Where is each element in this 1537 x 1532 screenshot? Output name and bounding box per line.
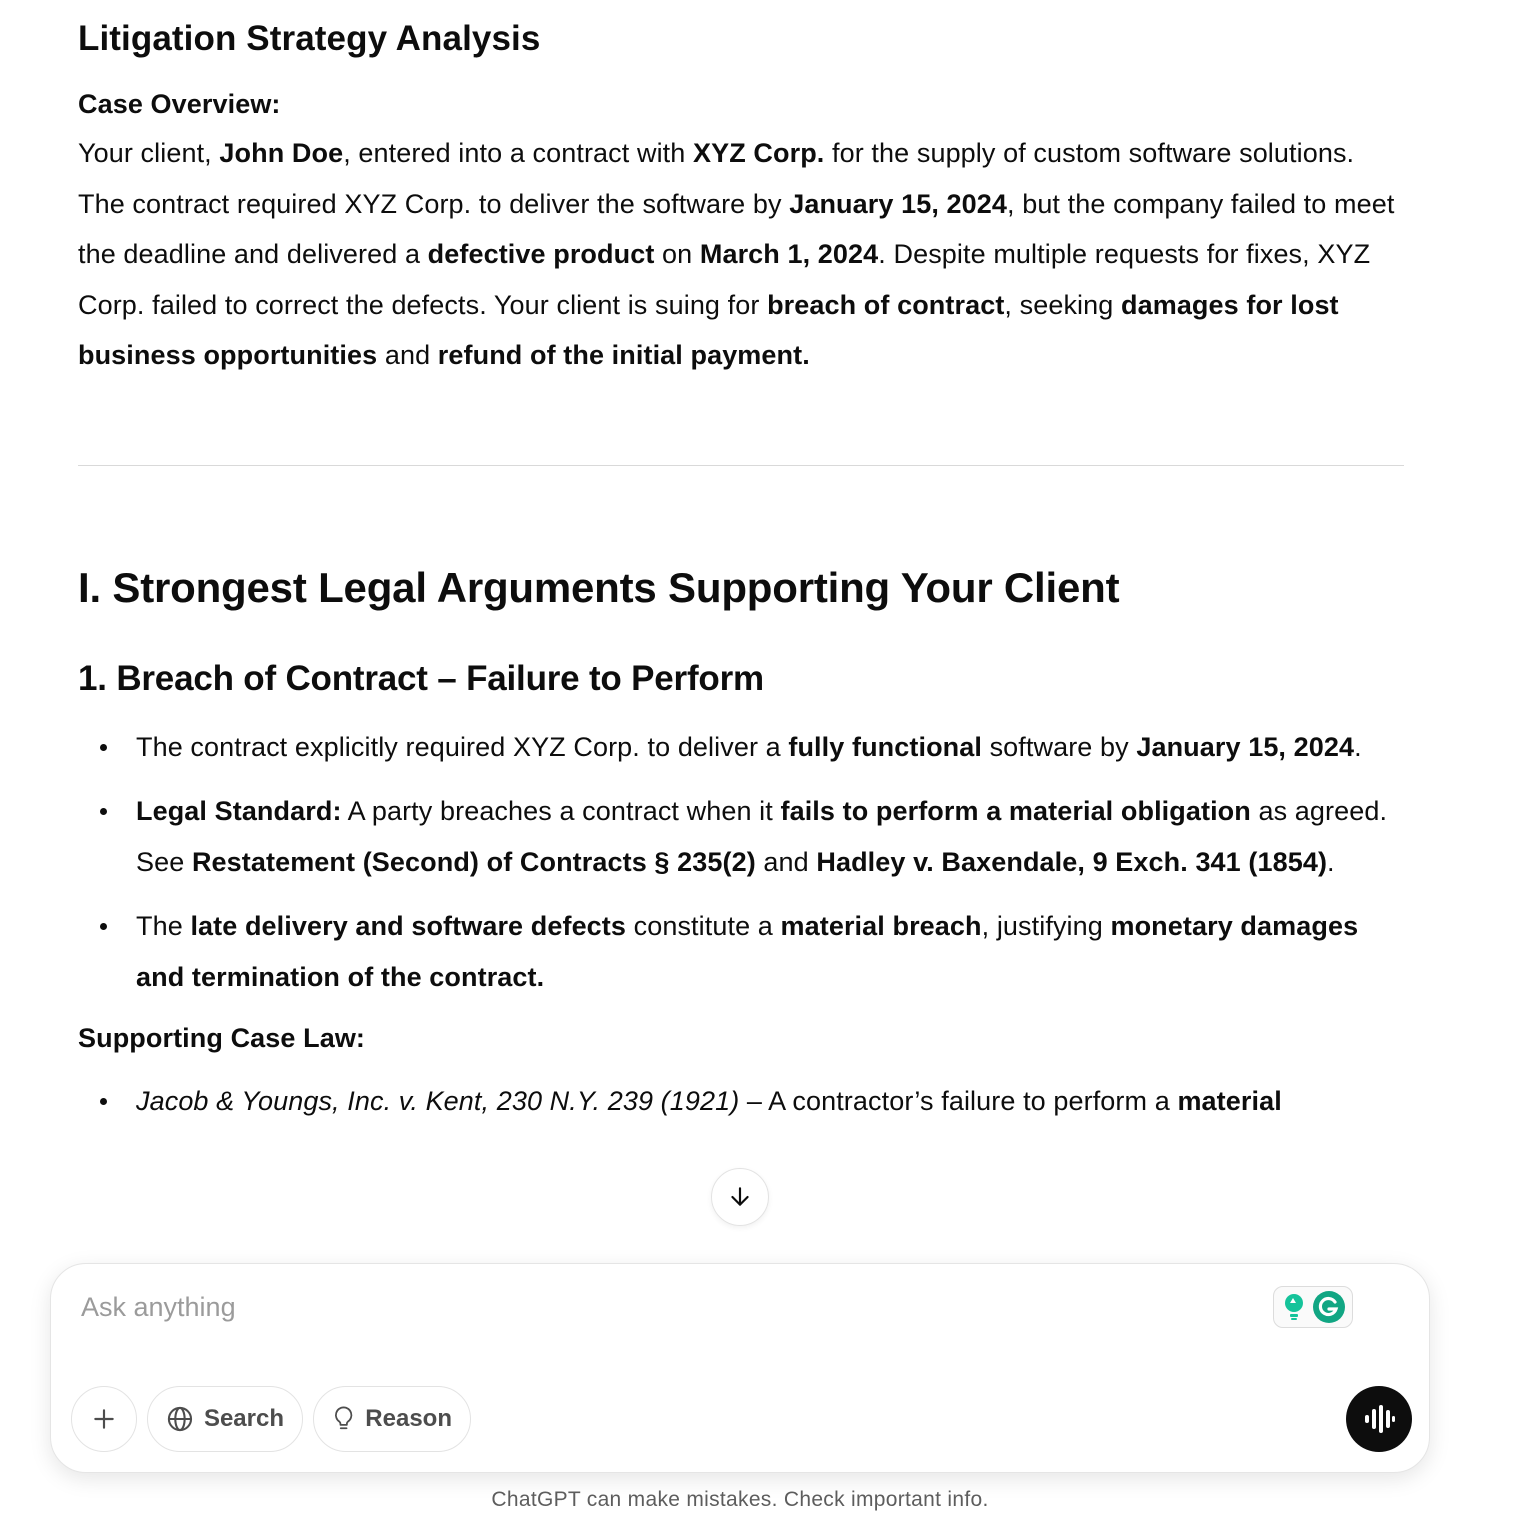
search-button[interactable] xyxy=(147,1386,303,1452)
case-citation: Jacob & Youngs, Inc. v. Kent, 230 N.Y. 239 (1921) xyxy=(136,1086,740,1116)
globe-icon xyxy=(166,1405,194,1433)
bold-text: Hadley v. Baxendale, 9 Exch. 341 (1854) xyxy=(816,846,1328,877)
bold-text: January 15, 2024 xyxy=(1136,731,1355,762)
bold-text: fully functional xyxy=(788,731,982,762)
list-item xyxy=(78,1076,1404,1127)
section-divider xyxy=(78,465,1404,466)
text-run: The xyxy=(136,911,191,941)
text-run: and xyxy=(377,340,438,370)
text-run: . xyxy=(1354,731,1362,762)
text-run: . xyxy=(1327,846,1335,877)
argument-list xyxy=(78,722,1404,1003)
voice-waveform-icon xyxy=(1363,1405,1395,1433)
grammarly-widget[interactable] xyxy=(1273,1286,1353,1328)
list-item xyxy=(78,901,1404,1002)
bold-text: defective product xyxy=(427,239,655,269)
case-description: – A contractor’s failure to perform a xyxy=(739,1086,1178,1116)
text-run: and xyxy=(755,846,817,877)
text-run: . Despite multiple requests for fixes, XYZ Corp. failed to correct the defects. Your client is suing for xyxy=(78,239,1371,320)
voice-mode-button[interactable] xyxy=(1346,1386,1412,1452)
bold-text: Restatement (Second) of Contracts § 235(2) xyxy=(191,846,756,877)
section-heading: I. Strongest Legal Arguments Supporting Your Client xyxy=(78,563,1120,611)
bold-text: John Doe xyxy=(219,138,344,168)
bold-text: breach of contract xyxy=(767,289,1005,320)
bold-text: March 1, 2024 xyxy=(699,239,879,269)
assistant-message xyxy=(78,14,1404,1127)
grammarly-icon xyxy=(1312,1290,1346,1324)
bold-text: XYZ Corp. xyxy=(693,138,825,168)
text-run: software by xyxy=(981,731,1137,762)
list-item xyxy=(78,786,1404,887)
bold-text: late delivery and software defects xyxy=(190,911,627,941)
scroll-to-bottom-button[interactable] xyxy=(711,1168,769,1226)
bold-text: material breach xyxy=(780,911,982,941)
text-run: constitute a xyxy=(626,911,781,941)
text-run: on xyxy=(654,239,700,269)
message-composer xyxy=(50,1263,1430,1473)
bold-text: January 15, 2024 xyxy=(789,188,1007,219)
bold-text: damages for lost business opportunities xyxy=(78,289,1339,370)
text-run: , entered into a contract with xyxy=(343,138,693,168)
lightbulb-icon xyxy=(332,1404,355,1434)
arrow-down-icon xyxy=(727,1184,753,1210)
case-overview-paragraph xyxy=(78,128,1404,381)
bold-text: Legal Standard: xyxy=(136,796,342,826)
grammarly-suggestion-icon xyxy=(1281,1292,1307,1322)
subsection-heading: 1. Breach of Contract – Failure to Perform xyxy=(78,658,764,698)
text-run: , but the company failed to meet the deadline and delivered a xyxy=(78,188,1395,269)
bold-text: refund of the initial payment. xyxy=(437,340,810,370)
add-attachment-button[interactable] xyxy=(71,1386,137,1452)
case-overview-label: Case Overview: xyxy=(78,89,281,119)
text-run: , justifying xyxy=(981,911,1111,941)
text-run: for the supply of custom software solutions. The contract required XYZ Corp. to deliver the software by xyxy=(78,138,1355,219)
case-law-list xyxy=(78,1076,1404,1127)
text-run: , seeking xyxy=(1004,289,1121,320)
text-run: as agreed. See xyxy=(136,796,1388,877)
search-button-label: Search xyxy=(203,1405,284,1432)
text-run: A party breaches a contract when it xyxy=(341,796,781,826)
text-run: The contract explicitly required XYZ Corp. to deliver a xyxy=(136,731,789,762)
prompt-input[interactable] xyxy=(81,1286,1241,1328)
reason-button[interactable] xyxy=(313,1386,471,1452)
text-run: Your client, xyxy=(78,138,220,168)
bold-text: fails to perform a material obligation xyxy=(780,796,1251,826)
bold-text: monetary damages and termination of the contract. xyxy=(136,911,1359,992)
list-item xyxy=(78,722,1404,773)
case-bold-tail: material xyxy=(1177,1086,1282,1116)
reason-button-label: Reason xyxy=(365,1405,452,1432)
disclaimer-text: ChatGPT can make mistakes. Check important info. xyxy=(491,1488,989,1511)
document-title: Litigation Strategy Analysis xyxy=(78,19,541,58)
supporting-case-law-label: Supporting Case Law: xyxy=(78,1023,366,1053)
plus-icon xyxy=(91,1406,117,1432)
